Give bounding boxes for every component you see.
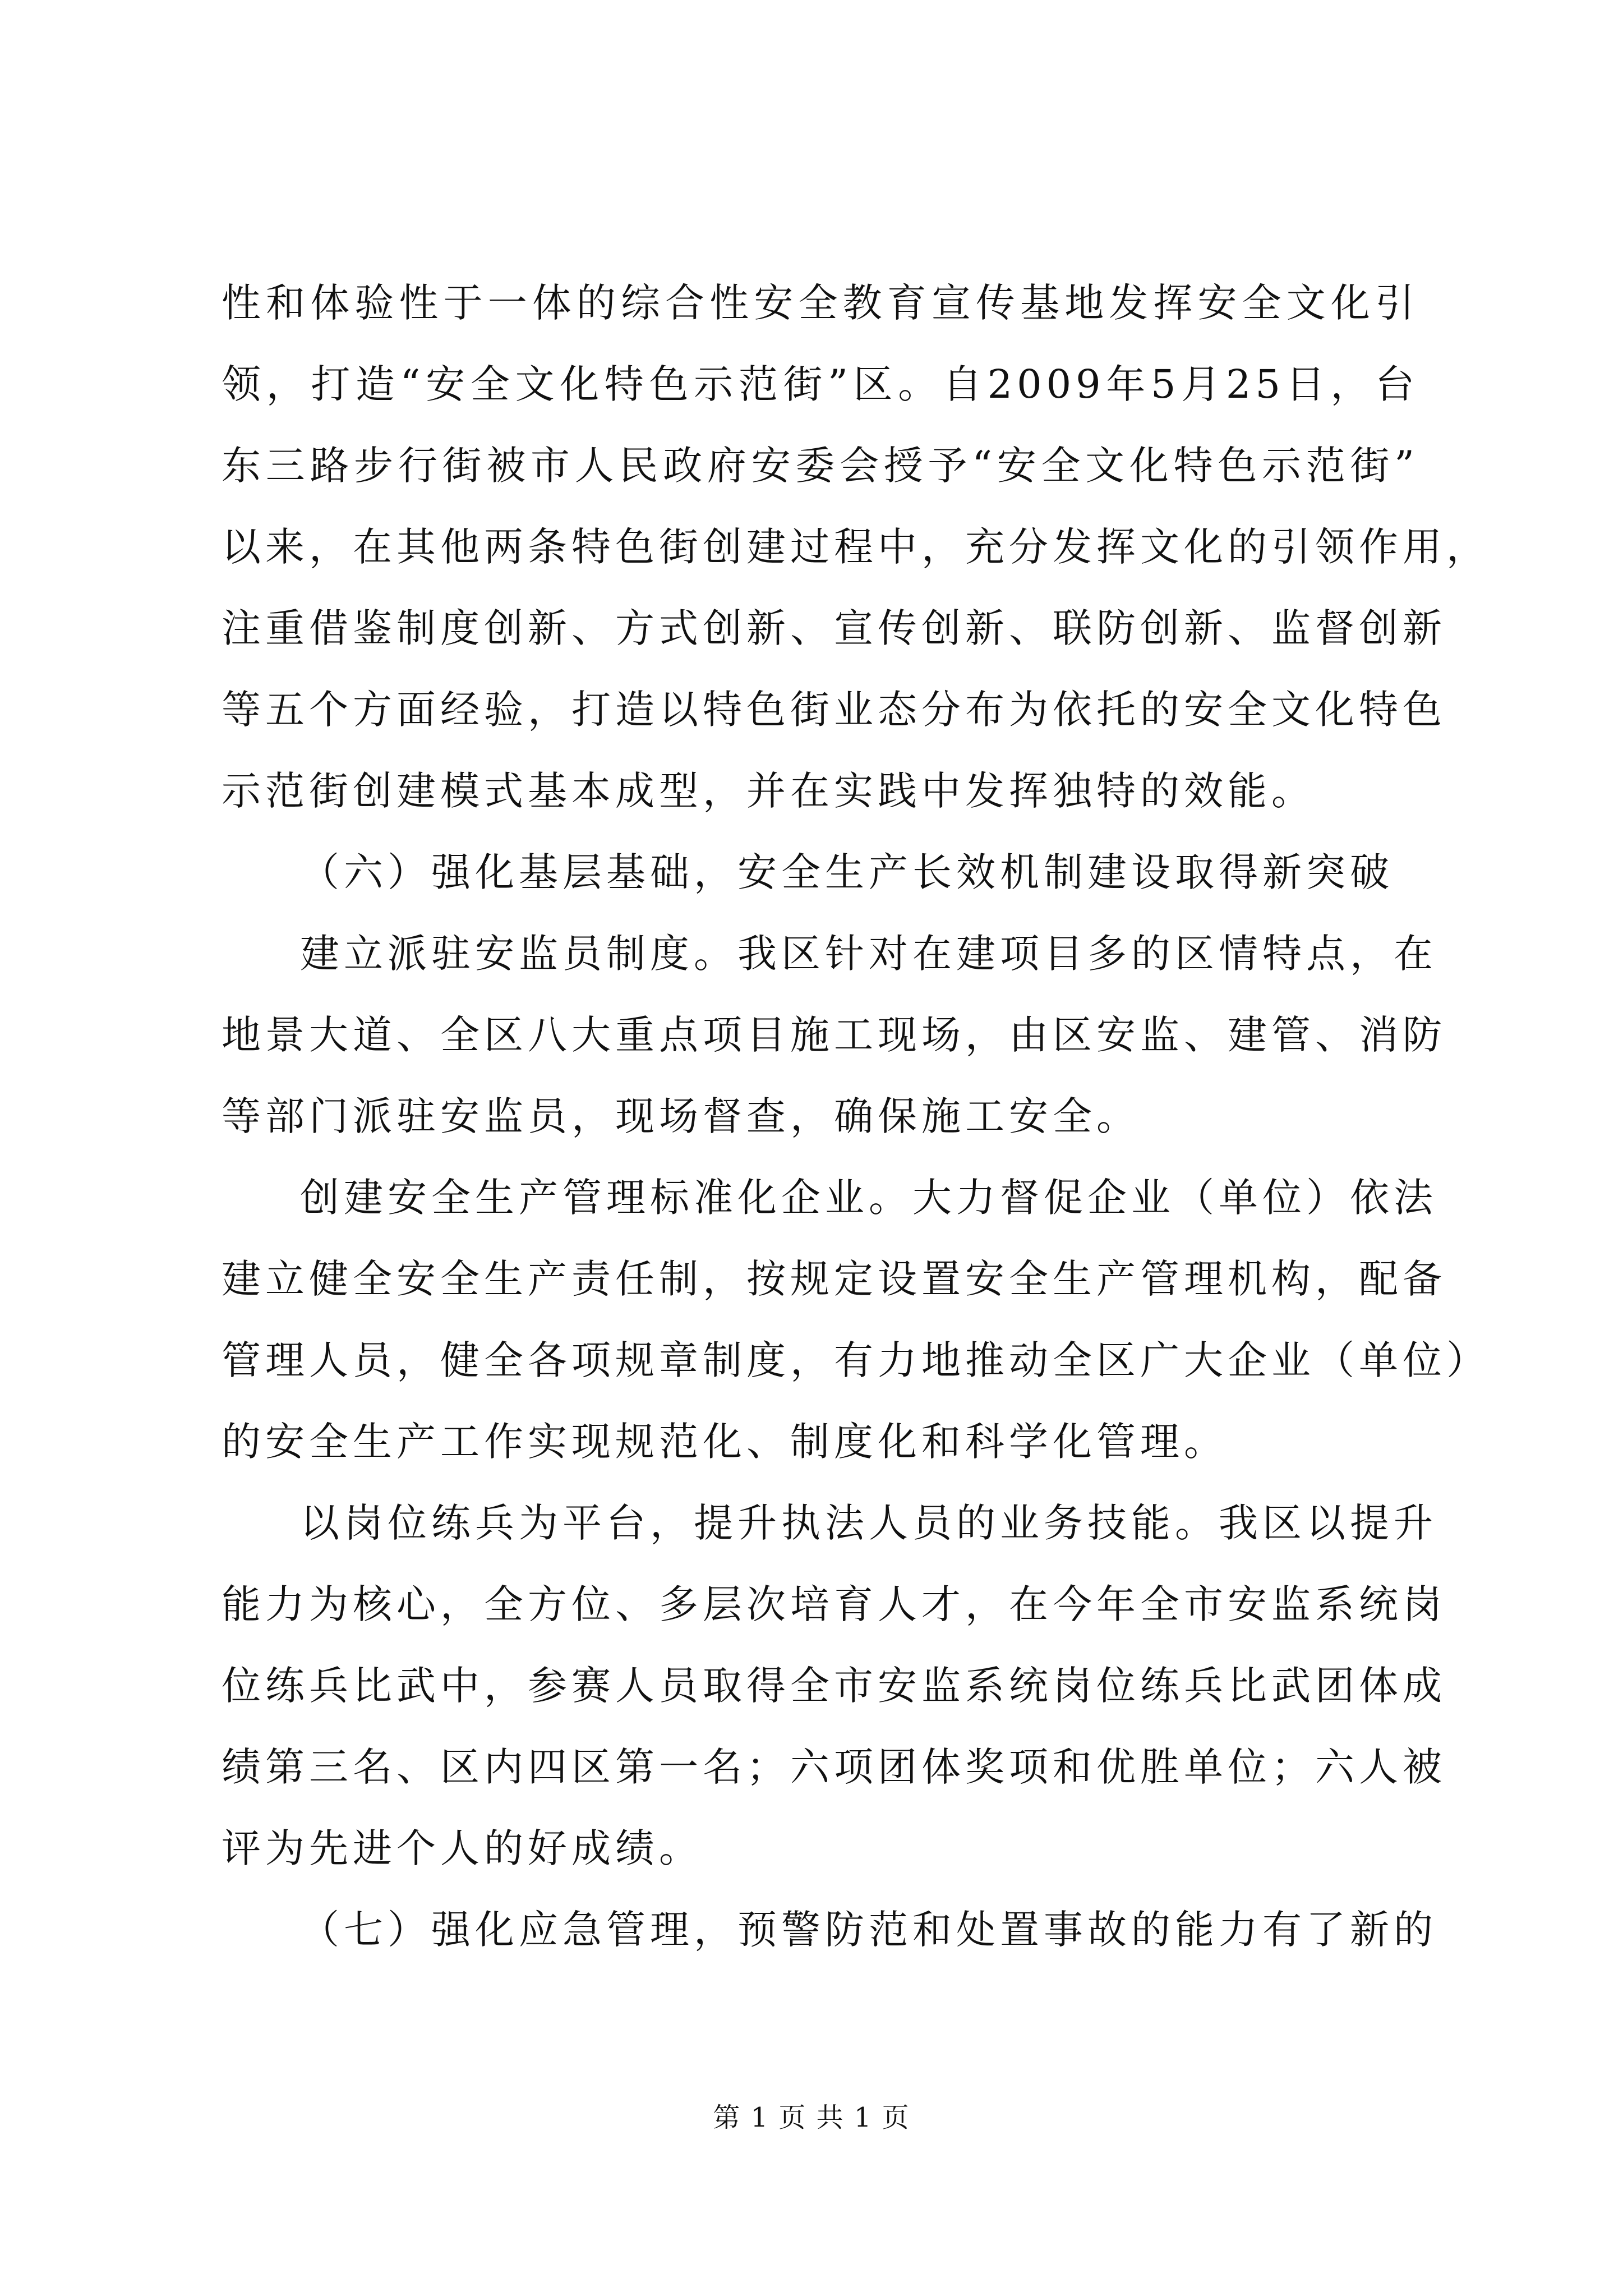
text-line: 建立健全安全生产责任制，按规定设置安全生产管理机构，配备 — [222, 1256, 1446, 1302]
text-line: 位练兵比武中，参赛人员取得全市安监系统岗位练兵比武团体成 — [222, 1663, 1446, 1709]
text-line: 领，打造“安全文化特色示范街”区。自2009年5月25日，台 — [222, 361, 1419, 407]
text-line: 东三路步行街被市人民政府安委会授予“安全文化特色示范街” — [222, 443, 1419, 489]
text-line: 等五个方面经验，打造以特色街业态分布为依托的安全文化特色 — [222, 687, 1446, 733]
text-line: 示范街创建模式基本成型，并在实践中发挥独特的效能。 — [222, 768, 1315, 814]
text-line: 以来，在其他两条特色街创建过程中，充分发挥文化的引领作用， — [222, 524, 1490, 570]
text-line: （六）强化基层基础，安全生产长效机制建设取得新突破 — [300, 849, 1394, 895]
text-line: 管理人员，健全各项规章制度，有力地推动全区广大企业（单位） — [222, 1337, 1490, 1383]
text-line: 性和体验性于一体的综合性安全教育宣传基地发挥安全文化引 — [222, 280, 1419, 326]
text-line: 以岗位练兵为平台，提升执法人员的业务技能。我区以提升 — [300, 1500, 1437, 1546]
text-line: 地景大道、全区八大重点项目施工现场，由区安监、建管、消防 — [222, 1012, 1446, 1058]
text-line: 的安全生产工作实现规范化、制度化和科学化管理。 — [222, 1419, 1228, 1465]
text-line: 注重借鉴制度创新、方式创新、宣传创新、联防创新、监督创新 — [222, 605, 1446, 651]
text-line: （七）强化应急管理，预警防范和处置事故的能力有了新的 — [300, 1907, 1437, 1953]
text-line: 创建安全生产管理标准化企业。大力督促企业（单位）依法 — [300, 1175, 1437, 1221]
text-line: 等部门派驻安监员，现场督查，确保施工安全。 — [222, 1093, 1140, 1139]
text-line: 能力为核心，全方位、多层次培育人才，在今年全市安监系统岗 — [222, 1581, 1446, 1627]
document-body — [222, 263, 1490, 1971]
text-line: 绩第三名、区内四区第一名；六项团体奖项和优胜单位；六人被 — [222, 1744, 1446, 1790]
page-footer: 第 1 页 共 1 页 — [713, 2102, 910, 2133]
text-line: 建立派驻安监员制度。我区针对在建项目多的区情特点，在 — [300, 931, 1437, 977]
text-line: 评为先进个人的好成绩。 — [222, 1825, 703, 1871]
